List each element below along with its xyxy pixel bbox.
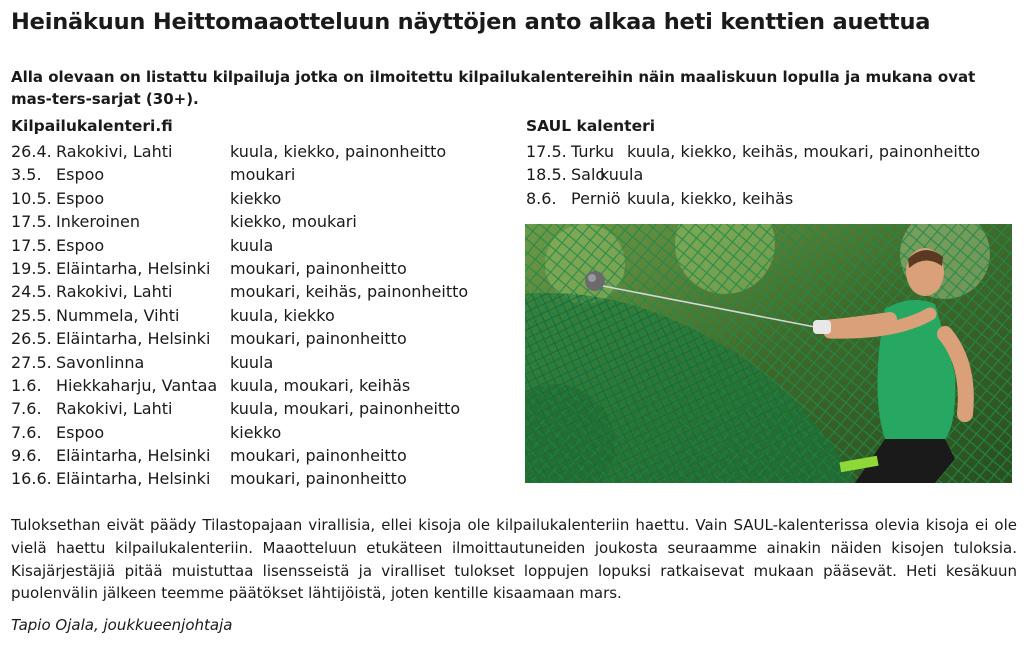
- calendar-date: 17.5.: [11, 212, 52, 232]
- article-title: Heinäkuun Heittomaaotteluun näyttöjen anto alkaa heti kenttien auettua: [11, 9, 931, 35]
- calendar-date: 19.5.: [11, 258, 52, 278]
- calendar-place: Eläintarha, Helsinki: [56, 469, 211, 489]
- calendar-date: 26.5.: [11, 329, 52, 349]
- calendar-date: 10.5.: [11, 188, 52, 208]
- calendar-date: 18.5.: [526, 165, 567, 185]
- calendar-place: Espoo: [56, 165, 105, 185]
- calendar-date: 26.4.: [11, 142, 52, 161]
- calendar-place: Eläintarha, Helsinki: [56, 329, 211, 349]
- calendar-events: moukari, keihäs, painonheitto: [230, 282, 469, 302]
- calendar-place: Nummela, Vihti: [56, 305, 180, 325]
- calendar-place: Eläintarha, Helsinki: [56, 446, 211, 466]
- calendar-place: Hiekkaharju, Vantaa: [56, 375, 218, 395]
- calendar-place: Rakokivi, Lahti: [56, 282, 173, 302]
- calendar-events: kuula, kiekko, keihäs: [627, 188, 794, 208]
- calendar-events: moukari, painonheitto: [230, 469, 407, 489]
- calendar-place: Espoo: [56, 422, 105, 442]
- calendar-events: moukari, painonheitto: [230, 446, 407, 466]
- calendar-date: 7.6.: [11, 422, 42, 442]
- calendar-events: moukari, painonheitto: [230, 329, 407, 349]
- calendar-date: 1.6.: [11, 375, 42, 395]
- calendar-events: kuula, kiekko, keihäs, moukari, painonheitto: [627, 142, 981, 161]
- calendar-place: Rakokivi, Lahti: [56, 399, 173, 419]
- calendar-date: 27.5.: [11, 352, 52, 372]
- article-intro: Alla olevaan on listattu kilpailuja jotka on ilmoitettu kilpailukalentereihin näin maaliskuun lopulla ja mukana ovat mas-ters-sarjat (30+).: [11, 68, 976, 108]
- calendar-events: kuula: [230, 235, 274, 255]
- saul-heading: SAUL kalenteri: [526, 117, 656, 135]
- article-body: Tuloksethan eivät päädy Tilastopajaan virallisia, ellei kisoja ole kilpailukalenteriin haettu. Vain SAUL-kalenterissa olevia kisoja ei ole vielä haettu kilpailukalenteriin. Maaotteluun etukäteen ilmoittautuneiden joukosta seuraamme ainakin näiden kisojen tuloksia. Kisajärjestäjiä pitää muistuttaa lisensseistä ja viralliset tulokset loppujen lopuksi ratkaisevat mukaan pääsevät. Heti kesäkuun puolenvälin jälkeen teemme päätökset lähtijöistä, joten kentille kisaamaan mars.: [11, 516, 1017, 603]
- calendar-events: kuula, kiekko: [230, 305, 335, 325]
- calendar-events: kuula: [600, 165, 644, 185]
- calendar-events: kiekko: [230, 422, 282, 442]
- calendar-place: Rakokivi, Lahti: [56, 142, 173, 161]
- calendar-date: 16.6.: [11, 469, 52, 489]
- calendar-place: Salo: [571, 165, 606, 185]
- calendar-place: Espoo: [56, 235, 105, 255]
- calendar-events: kuula, moukari, keihäs: [230, 375, 411, 395]
- calendar-place: Perniö: [571, 188, 621, 208]
- calendar-events: moukari, painonheitto: [230, 258, 407, 278]
- calendar-events: moukari: [230, 165, 296, 185]
- calendar-date: 7.6.: [11, 399, 42, 419]
- calendar-place: Turku: [571, 142, 614, 161]
- calendar-place: Eläintarha, Helsinki: [56, 258, 211, 278]
- calendar-events: kuula, moukari, painonheitto: [230, 399, 461, 419]
- hammer-thrower-photo: [525, 224, 1012, 483]
- calendar-events: kiekko: [230, 188, 282, 208]
- calendar-date: 8.6.: [526, 188, 557, 208]
- calendar-events: kiekko, moukari: [230, 212, 357, 232]
- calendar-place: Inkeroinen: [56, 212, 140, 232]
- calendar-place: Espoo: [56, 188, 105, 208]
- calendar-date: 9.6.: [11, 446, 42, 466]
- kilpailukalenteri-heading: Kilpailukalenteri.fi: [11, 117, 173, 135]
- article-signature: Tapio Ojala, joukkueenjohtaja: [11, 616, 233, 634]
- calendar-events: kuula: [230, 352, 274, 372]
- calendar-date: 17.5.: [11, 235, 52, 255]
- calendar-place: Savonlinna: [56, 352, 145, 372]
- calendar-events: kuula, kiekko, painonheitto: [230, 142, 447, 161]
- calendar-date: 25.5.: [11, 305, 52, 325]
- calendar-date: 24.5.: [11, 282, 52, 302]
- calendar-date: 17.5.: [526, 142, 567, 161]
- calendar-date: 3.5.: [11, 165, 42, 185]
